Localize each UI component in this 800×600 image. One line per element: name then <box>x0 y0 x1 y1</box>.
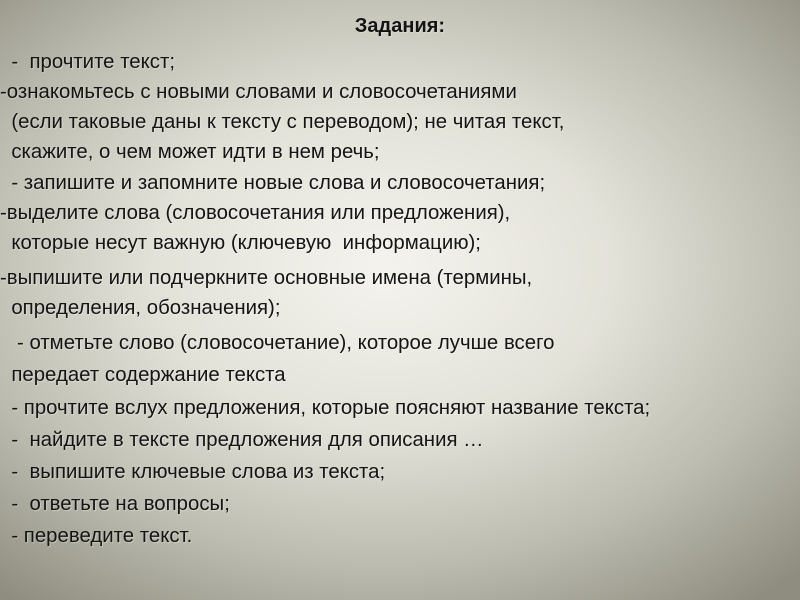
task-line-12: - прочтите вслух предложения, которые поясняют название текста; <box>0 397 651 419</box>
task-line-4: скажите, о чем может идти в нем речь; <box>0 141 380 163</box>
task-line-14: - выпишите ключевые слова из текста; <box>0 461 386 483</box>
slide-title-text: Задания: <box>354 15 446 37</box>
task-line-3: (если таковые даны к тексту с переводом); не читая текст, <box>0 111 565 133</box>
task-line-9: определения, обозначения); <box>0 297 281 319</box>
task-line-8: -выпишите или подчеркните основные имена (термины, <box>0 267 533 289</box>
task-line-7: которые несут важную (ключевую информацию); <box>0 232 481 254</box>
task-line-10: - отметьте слово (словосочетание), которое лучше всего <box>0 332 555 354</box>
task-line-2: -ознакомьтесь с новыми словами и словосочетаниями <box>0 81 517 103</box>
task-line-5: - запишите и запомните новые слова и словосочетания; <box>0 172 546 194</box>
task-line-13: - найдите в тексте предложения для описания … <box>0 429 484 451</box>
task-line-16: - переведите текст. <box>0 525 193 547</box>
task-line-1: - прочтите текст; <box>0 51 175 73</box>
task-line-6: -выделите слова (словосочетания или предложения), <box>0 202 511 224</box>
slide-title <box>0 12 800 40</box>
task-line-15: - ответьте на вопросы; <box>0 493 230 515</box>
task-line-11: передает содержание текста <box>0 364 286 386</box>
